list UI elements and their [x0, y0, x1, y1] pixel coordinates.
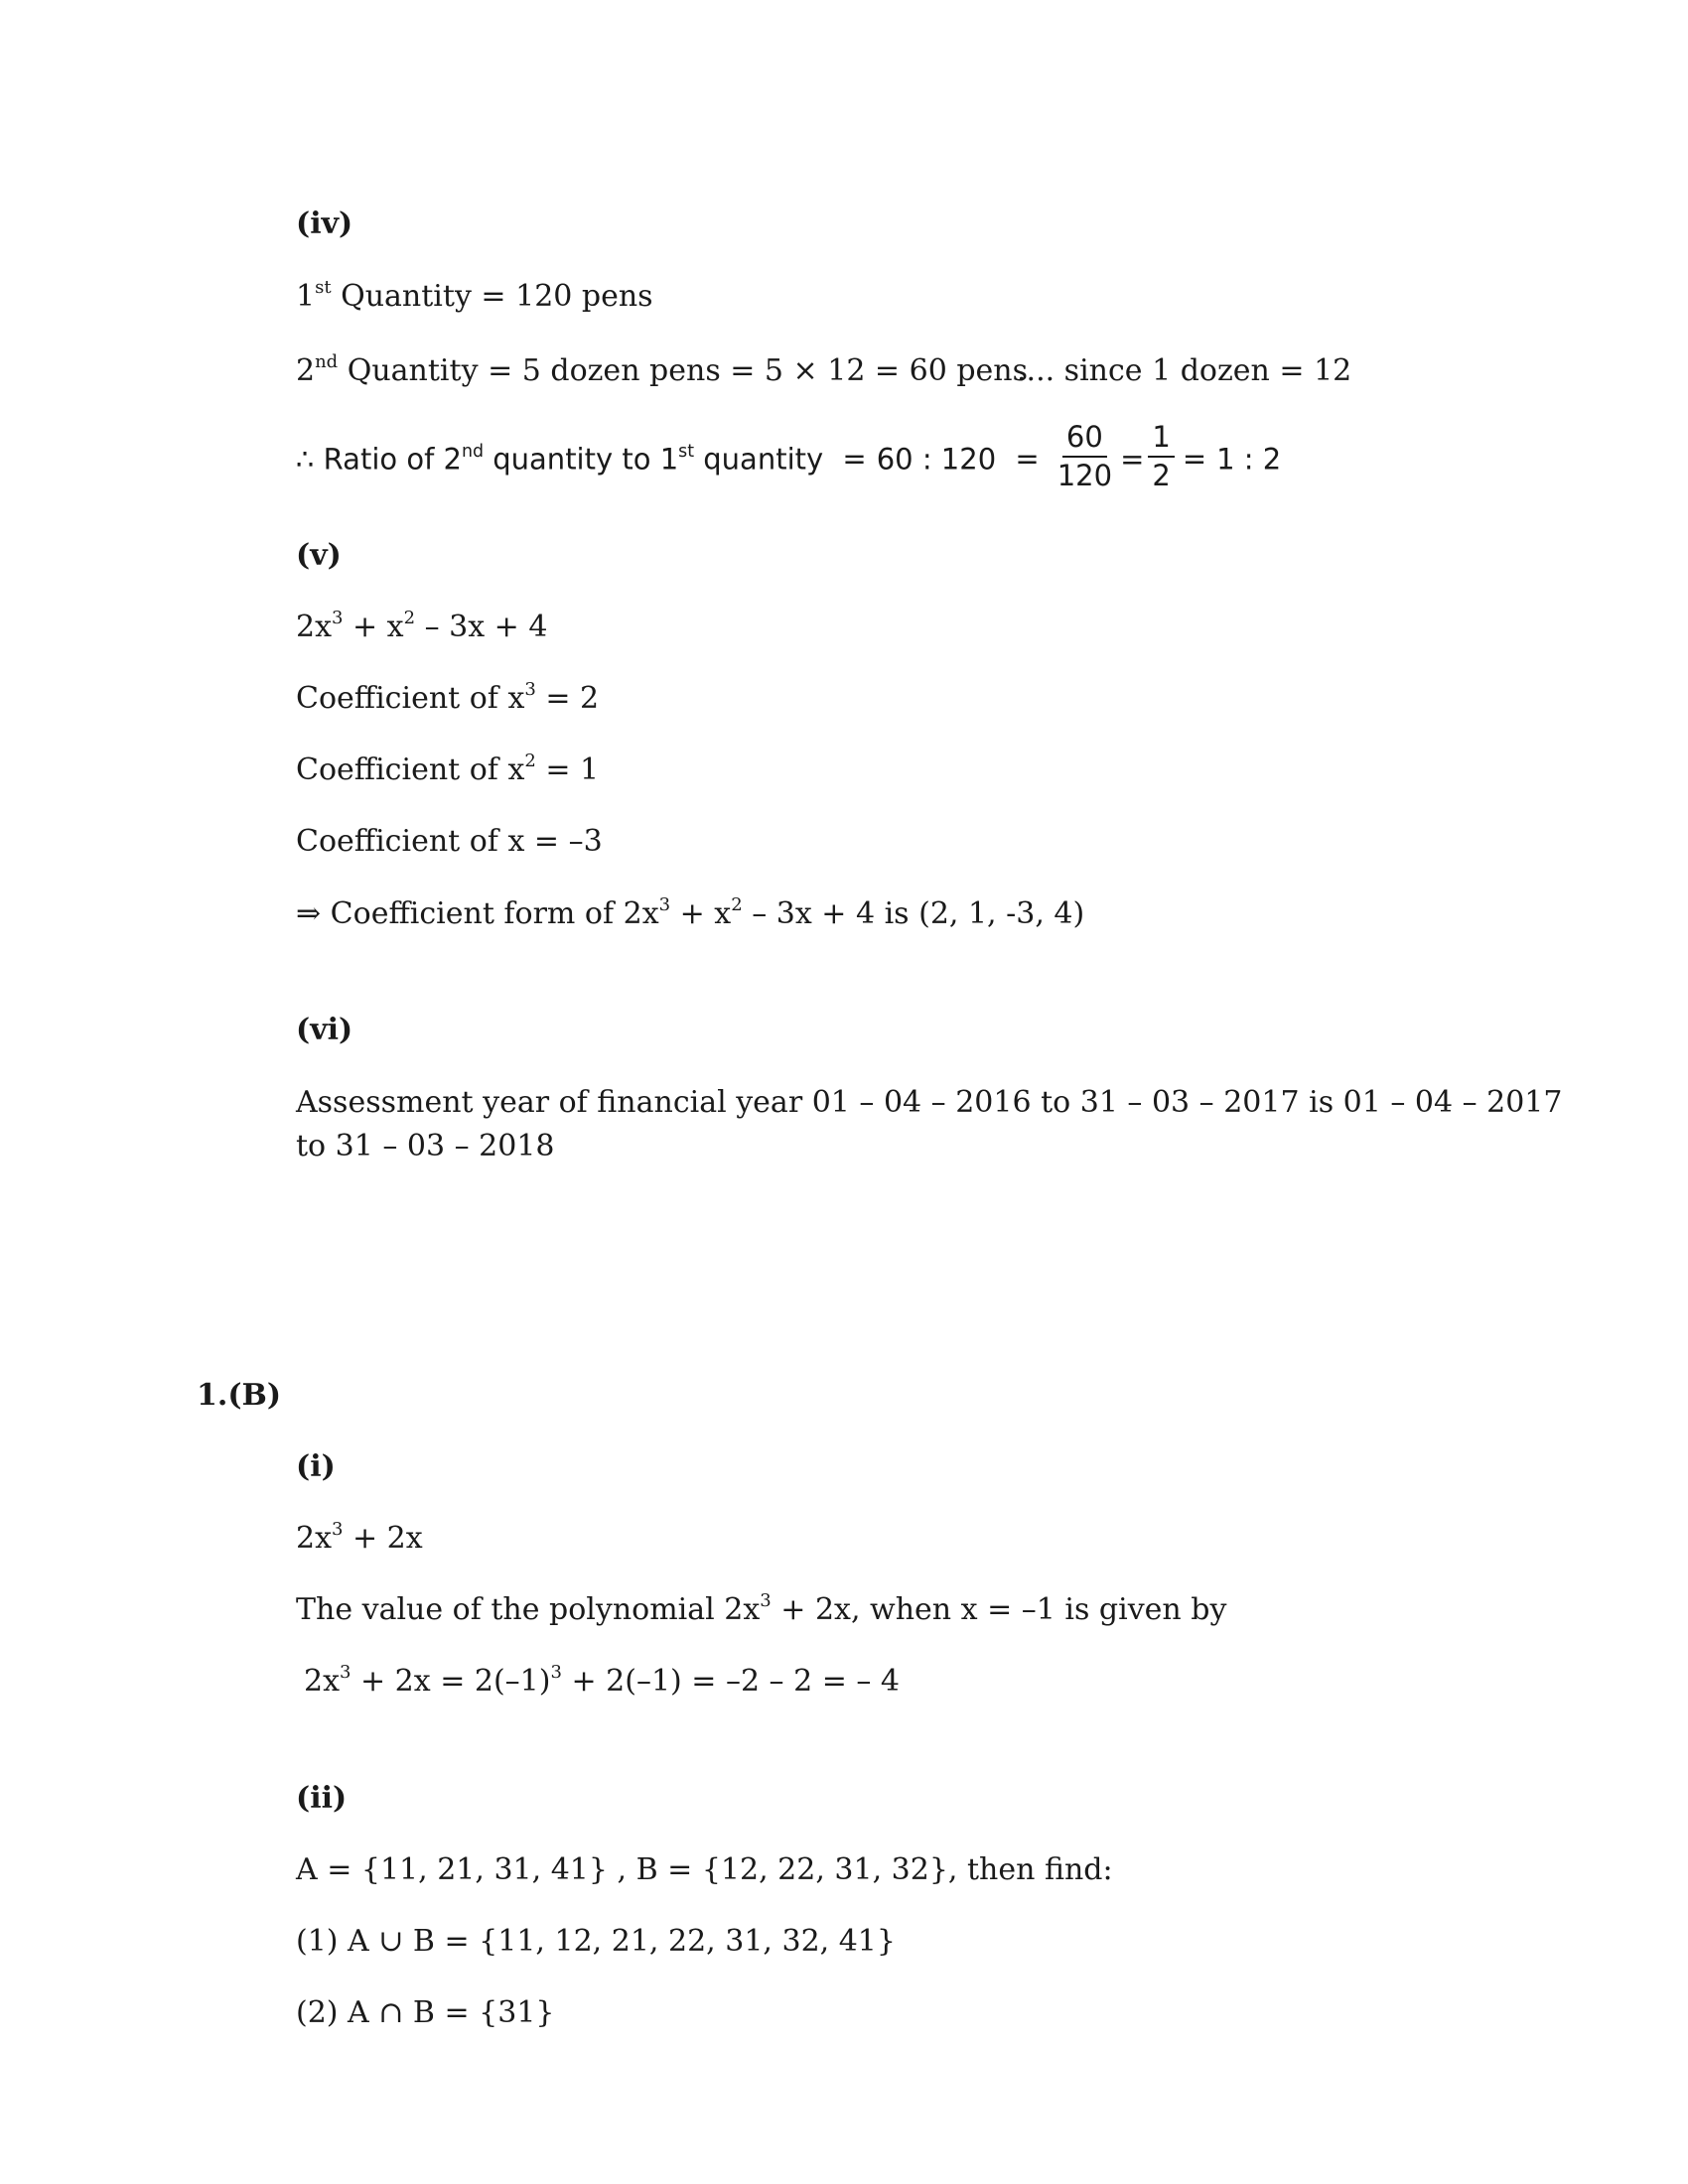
fraction-60-120	[1054, 421, 1116, 493]
superscript: nd	[461, 442, 485, 463]
section-b-ii-heading: (ii)	[296, 1781, 348, 1816]
set-union-line: (1) A ∪ B = {11, 12, 21, 22, 31, 32, 41}	[296, 1924, 896, 1959]
text: 1	[296, 279, 316, 314]
superscript: 3	[332, 1519, 344, 1541]
therefore-symbol: ∴	[296, 442, 315, 477]
section-vi-heading: (vi)	[296, 1013, 353, 1047]
polynomial-calculation	[304, 1664, 900, 1700]
text: 2x	[296, 1521, 333, 1556]
superscript: 3	[524, 679, 536, 701]
coefficient-x2-line	[296, 752, 599, 788]
text: Quantity = 5 dozen pens = 5 × 12 = 60 pens	[338, 353, 1028, 388]
superscript: 3	[340, 1662, 352, 1684]
coefficient-x-line: Coefficient of x = –3	[296, 824, 603, 859]
ratio-value: 60 : 120	[876, 442, 997, 477]
text: + x	[343, 610, 404, 644]
fraction-denominator: 120	[1056, 459, 1113, 493]
text: The value of the polynomial 2x	[296, 1592, 761, 1627]
text: = 1	[535, 752, 600, 787]
text: quantity to 1	[484, 442, 679, 477]
ratio-line	[296, 420, 1282, 497]
superscript: st	[315, 277, 332, 299]
dozen-note: .... since 1 dozen = 12	[1017, 353, 1352, 388]
text: quantity	[694, 442, 824, 477]
polynomial-2x3-2x	[296, 1521, 423, 1557]
text: Coefficient of x	[296, 681, 525, 716]
superscript: nd	[315, 351, 339, 373]
superscript: 2	[403, 608, 416, 629]
polynomial-expression	[296, 610, 547, 645]
text: 2x	[296, 610, 333, 644]
text: + x	[670, 896, 732, 931]
sets-given-line: A = {11, 21, 31, 41} , B = {12, 22, 31, 32}, then find:	[296, 1852, 1113, 1887]
section-iv-heading: (iv)	[296, 206, 353, 241]
text: – 3x + 4	[415, 610, 548, 644]
section-b-i-heading: (i)	[296, 1449, 336, 1484]
text: ⇒ Coefficient form of 2x	[296, 896, 659, 931]
superscript: 3	[332, 608, 344, 629]
second-quantity-line	[296, 353, 1028, 389]
text: – 3x + 4 is (2, 1, -3, 4)	[742, 896, 1085, 931]
fraction-denominator: 2	[1152, 459, 1171, 493]
fraction-numerator: 60	[1062, 421, 1107, 458]
equals-sign: =	[1182, 442, 1207, 477]
fraction-1-2	[1148, 421, 1174, 493]
text: Ratio of 2	[314, 442, 462, 477]
equals-sign: =	[842, 442, 867, 477]
question-1b-heading: 1.(B)	[197, 1378, 282, 1413]
text: + 2x, when x = –1 is given by	[771, 1592, 1227, 1627]
assessment-year-line-2: to 31 – 03 – 2018	[296, 1129, 555, 1163]
text: 2x	[304, 1664, 341, 1699]
text: + 2x = 2(–1)	[351, 1664, 551, 1699]
equals-sign: =	[1015, 442, 1040, 477]
polynomial-value-statement	[296, 1592, 1226, 1628]
section-v-heading: (v)	[296, 538, 342, 573]
superscript: st	[678, 442, 695, 463]
text: = 2	[535, 681, 600, 716]
superscript: 3	[760, 1590, 772, 1612]
ratio-result: 1 : 2	[1216, 442, 1282, 477]
superscript: 2	[731, 894, 743, 916]
text: Quantity = 120 pens	[331, 279, 653, 314]
equals-sign: =	[1120, 442, 1145, 477]
coefficient-form-line	[296, 896, 1084, 932]
text: + 2x	[343, 1521, 423, 1556]
text: Coefficient of x	[296, 752, 525, 787]
text: 2	[296, 353, 316, 388]
superscript: 3	[550, 1662, 562, 1684]
coefficient-x3-line	[296, 681, 599, 717]
set-intersection-line: (2) A ∩ B = {31}	[296, 1995, 555, 2030]
superscript: 3	[658, 894, 671, 916]
text: + 2(–1) = –2 – 2 = – 4	[561, 1664, 901, 1699]
first-quantity-line	[296, 279, 653, 315]
fraction-numerator: 1	[1148, 421, 1174, 458]
assessment-year-line-1: Assessment year of financial year 01 – 04 – 2016 to 31 – 03 – 2017 is 01 – 04 – 2017	[296, 1085, 1563, 1120]
superscript: 2	[524, 751, 536, 772]
